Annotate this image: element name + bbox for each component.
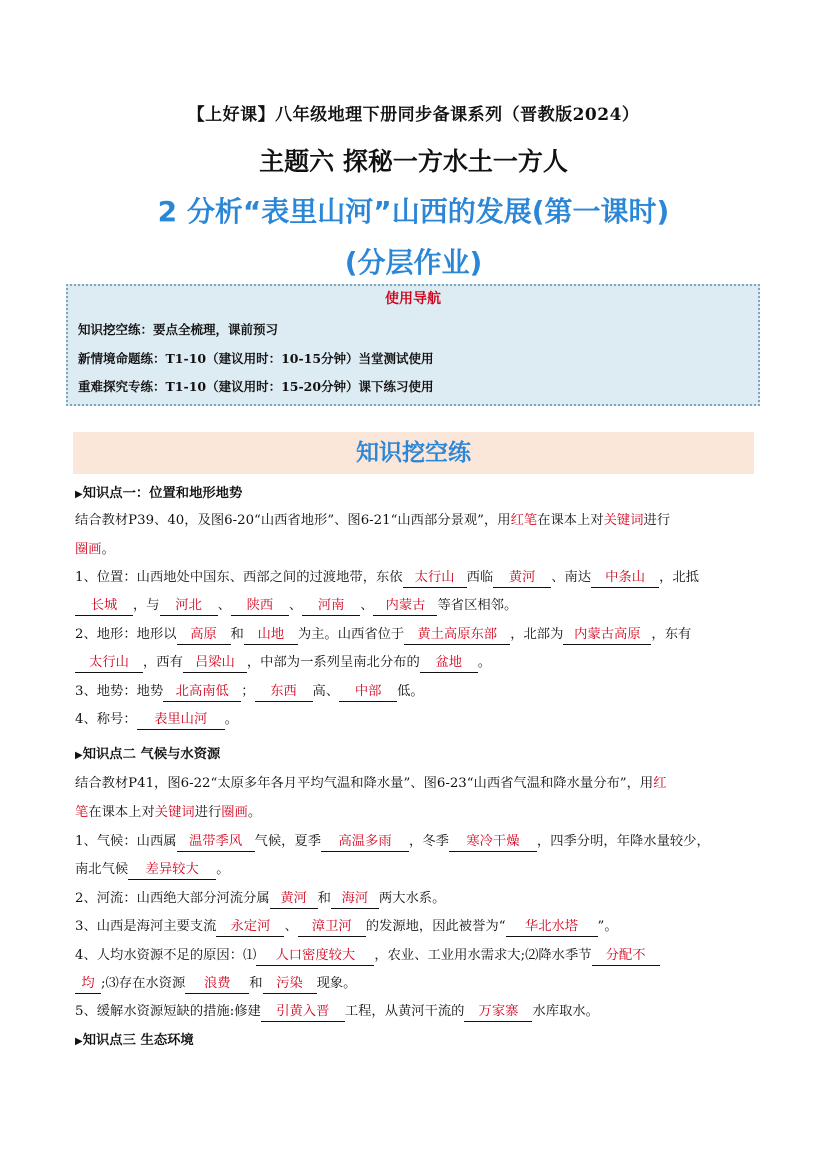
answer-blank: 寒冷干燥 xyxy=(449,833,537,852)
text: ，西有 xyxy=(143,655,183,670)
text: ，农业、工业用水需求大;⑵降水季节 xyxy=(374,948,592,963)
kp2-intro-cont xyxy=(75,803,261,823)
kp2-intro xyxy=(75,774,667,794)
kp3-title: 知识点三 生态环境 xyxy=(82,1033,194,1048)
answer-blank: 表里山河 xyxy=(137,711,225,730)
guide-line-3: 重难探究专练：T1-10（建议用时：15-20分钟）课下练习使用 xyxy=(78,379,434,394)
text: 、 xyxy=(360,598,374,613)
answer-blank: 污染 xyxy=(263,975,317,994)
text: 。 xyxy=(247,805,262,820)
red-keyword: 关键词 xyxy=(154,805,195,820)
text: ，四季分明，年降水量较少， xyxy=(536,834,710,849)
text: 西临 xyxy=(466,570,494,585)
answer-blank: 黄河 xyxy=(270,890,318,909)
text: 、 xyxy=(217,598,231,613)
text: 两大水系。 xyxy=(378,891,446,906)
answer-blank: 永定河 xyxy=(216,918,284,937)
kp1-title: 知识点一：位置和地形地势 xyxy=(82,486,243,501)
triangle-icon: ▶ xyxy=(75,489,83,500)
kp1-q4 xyxy=(75,710,238,730)
lesson-title: 2 分析“表里山河”山西的发展(第一课时) xyxy=(157,195,670,228)
text: ，与 xyxy=(133,598,160,613)
answer-blank: 河南 xyxy=(302,597,360,616)
text: ，冬季 xyxy=(409,834,449,849)
kp2-q3 xyxy=(75,917,618,937)
text: 的发源地，因此被誉为“ xyxy=(365,919,506,934)
kp1-q3 xyxy=(75,682,424,702)
answer-blank: 河北 xyxy=(160,597,218,616)
usage-guide-box xyxy=(66,284,760,406)
text: 结合教材P41，图6-22“太原多年各月平均气温和降水量”、图6-23“山西省气温和降水量分布”，用 xyxy=(75,776,654,791)
kp1-intro-cont xyxy=(75,540,115,560)
text: 在课本上对 xyxy=(88,805,155,820)
kp1-intro xyxy=(75,511,670,531)
kp1-q2-line2 xyxy=(75,653,491,673)
text: 、 xyxy=(284,919,298,934)
text: 。 xyxy=(101,542,115,557)
text: 气候，夏季 xyxy=(254,834,322,849)
text: ，北部为 xyxy=(510,627,564,642)
answer-blank: 陕西 xyxy=(231,597,289,616)
answer-blank: 内蒙古 xyxy=(373,597,437,616)
kp1-heading xyxy=(75,484,242,505)
answer-blank: 均 xyxy=(75,975,101,994)
kp2-q2 xyxy=(75,889,445,909)
text: 现象。 xyxy=(316,976,357,991)
text: 3、山西是海河主要支流 xyxy=(75,919,217,934)
answer-blank: 中条山 xyxy=(591,569,659,588)
text: 在课本上对 xyxy=(537,513,604,528)
triangle-icon: ▶ xyxy=(75,1036,83,1047)
kp2-q5 xyxy=(75,1002,599,1022)
text: 低。 xyxy=(397,684,424,699)
red-keyword: 红笔 xyxy=(510,513,538,528)
text: 和 xyxy=(230,627,244,642)
text: 进行 xyxy=(194,805,222,820)
answer-blank: 浪费 xyxy=(185,975,249,994)
red-keyword: 笔 xyxy=(75,805,89,820)
text: ； xyxy=(241,684,255,699)
answer-blank: 黄河 xyxy=(493,569,551,588)
layer-title: (分层作业) xyxy=(344,246,483,279)
answer-blank: 漳卫河 xyxy=(298,918,366,937)
text: 南北气候 xyxy=(75,862,129,877)
red-keyword: 圈画 xyxy=(221,805,248,820)
text: 。 xyxy=(477,655,492,670)
answer-blank: 东西 xyxy=(255,683,313,702)
text: 、 xyxy=(288,598,303,613)
text: 进行 xyxy=(643,513,671,528)
guide-title: 使用导航 xyxy=(385,291,441,307)
triangle-icon: ▶ xyxy=(75,750,83,761)
answer-blank: 吕梁山 xyxy=(183,654,247,673)
answer-blank: 太行山 xyxy=(403,569,467,588)
answer-blank: 华北水塔 xyxy=(506,918,598,937)
answer-blank: 盆地 xyxy=(420,654,478,673)
guide-line-1: 知识挖空练：要点全梳理，课前预习 xyxy=(78,322,279,337)
series-header: 【上好课】八年级地理下册同步备课系列（晋教版2024） xyxy=(187,105,640,125)
text: 1、位置：山西地处中国东、西部之间的过渡地带，东依 xyxy=(75,570,403,585)
kp2-q4-line1 xyxy=(75,946,660,966)
text: 2、地形：地形以 xyxy=(75,627,177,642)
text: ”。 xyxy=(597,919,618,934)
text: 和 xyxy=(249,976,263,991)
section-banner: 知识挖空练 xyxy=(73,432,754,474)
text: 高、 xyxy=(312,684,340,699)
text: 4、称号： xyxy=(75,712,137,727)
text: 等省区相邻。 xyxy=(437,598,518,613)
answer-blank: 中部 xyxy=(339,683,397,702)
text: 水库取水。 xyxy=(532,1004,599,1019)
answer-blank: 分配不 xyxy=(592,947,660,966)
red-keyword: 红 xyxy=(653,776,667,791)
text: 工程，从黄河干流的 xyxy=(344,1004,465,1019)
text: 2、河流：山西绝大部分河流分属 xyxy=(75,891,270,906)
answer-blank: 高原 xyxy=(177,626,231,645)
text: 3、地势：地势 xyxy=(75,684,164,699)
kp1-q1-line2 xyxy=(75,596,517,616)
answer-blank: 海河 xyxy=(331,890,379,909)
text: 。 xyxy=(224,712,238,727)
answer-blank: 山地 xyxy=(244,626,298,645)
answer-blank: 长城 xyxy=(75,597,133,616)
text: ，北抵 xyxy=(659,570,699,585)
kp1-q2-line1 xyxy=(75,625,691,645)
red-keyword: 圈画 xyxy=(75,542,102,557)
answer-blank: 引黄入晋 xyxy=(261,1003,345,1022)
kp2-title: 知识点二 气候与水资源 xyxy=(82,747,221,762)
answer-blank: 内蒙古高原 xyxy=(563,626,651,645)
answer-blank: 人口密度较大 xyxy=(256,947,374,966)
text: 和 xyxy=(317,891,331,906)
kp3-heading xyxy=(75,1031,194,1052)
text: 。 xyxy=(216,862,230,877)
kp2-q4-line2 xyxy=(75,974,356,994)
red-keyword: 关键词 xyxy=(603,513,644,528)
kp2-heading xyxy=(75,745,220,766)
answer-blank: 高温多雨 xyxy=(321,833,409,852)
answer-blank: 黄土高原东部 xyxy=(404,626,510,645)
answer-blank: 万家寨 xyxy=(464,1003,532,1022)
text: 4、人均水资源不足的原因：⑴ xyxy=(75,948,257,963)
kp2-q1-line2 xyxy=(75,860,229,880)
answer-blank: 北高南低 xyxy=(163,683,241,702)
kp2-q1-line1 xyxy=(75,832,710,852)
text: 5、缓解水资源短缺的措施:修建 xyxy=(75,1004,261,1019)
text: 为主。山西省位于 xyxy=(297,627,405,642)
kp1-q1-line1 xyxy=(75,568,699,588)
answer-blank: 太行山 xyxy=(75,654,143,673)
text: 1、气候：山西属 xyxy=(75,834,177,849)
text: 、南达 xyxy=(551,570,592,585)
answer-blank: 温带季风 xyxy=(177,833,255,852)
guide-line-2: 新情境命题练：T1-10（建议用时：10-15分钟）当堂测试使用 xyxy=(78,351,434,366)
text: 结合教材P39、40，及图6-20“山西省地形”、图6-21“山西部分景观”，用 xyxy=(75,513,511,528)
answer-blank: 差异较大 xyxy=(128,861,216,880)
text: ;⑶存在水资源 xyxy=(101,976,186,991)
text: ，中部为一系列呈南北分布的 xyxy=(246,655,420,670)
text: ，东有 xyxy=(651,627,692,642)
topic-title: 主题六 探秘一方水土一方人 xyxy=(259,147,568,176)
